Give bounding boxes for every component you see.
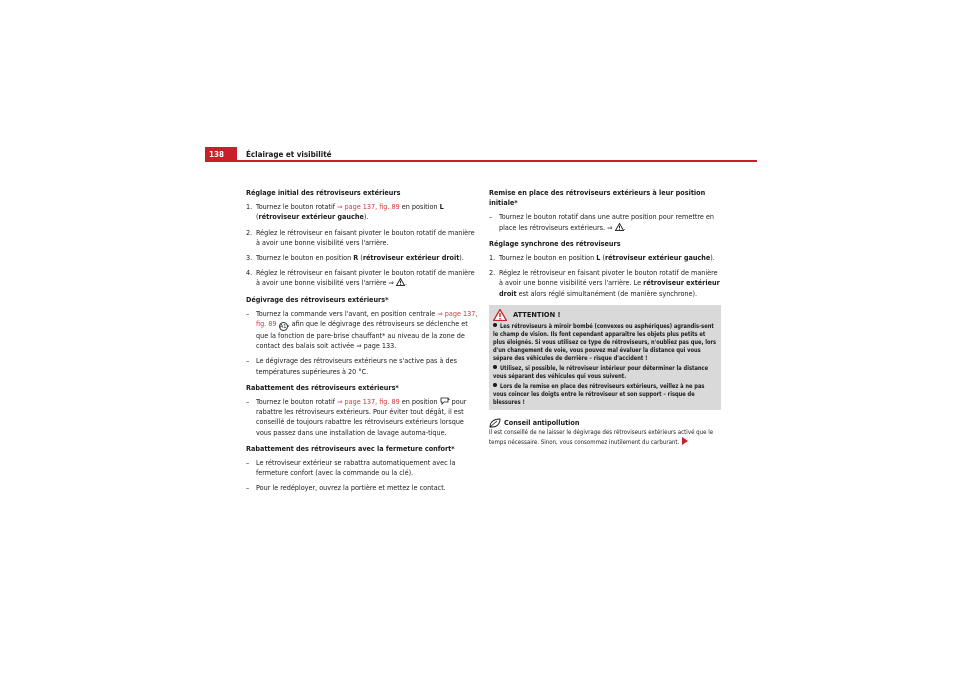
list-item — [246, 268, 478, 288]
section-heading: Rabattement des rétroviseurs extérieurs* — [246, 382, 399, 392]
list-item — [246, 228, 478, 248]
item-bold: rétroviseur extérieur droit — [499, 278, 720, 298]
item-dash: – — [246, 356, 250, 366]
item-dash: – — [246, 308, 250, 318]
page-reference-link[interactable]: ⇒ page 137, fig. 89 — [256, 308, 478, 329]
item-text: Réglez le rétroviseur en faisant pivoter le bouton rotatif de manière à avoir une bonne visibilité vers l'arrière. — [256, 227, 475, 247]
list-item — [246, 202, 478, 222]
warning-item — [493, 323, 717, 363]
section-heading: Remise en place des rétroviseurs extérieurs à leur position initiale* — [489, 188, 706, 208]
item-text: ). — [710, 253, 715, 263]
list-item — [246, 253, 478, 263]
page-reference-link[interactable]: ⇒ page 137, fig. 89 — [337, 202, 400, 212]
item-dash: – — [246, 458, 250, 468]
item-number: 2. — [246, 227, 253, 237]
item-text: , afin que le dégivrage des rétroviseurs se déclenche et que la fonction de pare-brise chauffant* au niveau de la zone de contact des balais soit activée ⇒ page 133. — [256, 319, 468, 351]
item-text: Tournez le bouton rotatif dans une autre position pour remettre en place les rétroviseurs extérieurs. ⇒ — [499, 212, 714, 232]
page-number: 138 — [205, 147, 237, 162]
item-number: 2. — [489, 268, 496, 278]
item-text: en position — [399, 397, 440, 407]
left-column — [246, 188, 478, 499]
leaf-environment-icon — [489, 418, 501, 428]
list-item — [246, 397, 478, 438]
item-dash: – — [246, 397, 250, 407]
warning-title: ATTENTION ! — [513, 309, 561, 319]
item-text: Le rétroviseur extérieur se rabattra automatiquement avec la fermeture confort (avec la commande ou la clé). — [256, 458, 456, 478]
bullet-icon — [493, 323, 497, 327]
list-item — [246, 458, 478, 478]
header-rule — [205, 160, 757, 162]
continue-arrow-icon — [682, 437, 688, 445]
warning-text: Utilisez, si possible, le rétroviseur intérieur pour déterminer la distance vous séparant des véhicules qui vous suivent. — [493, 365, 709, 380]
item-text: ( — [256, 212, 259, 222]
list-item — [246, 356, 478, 376]
item-text: ( — [600, 253, 605, 263]
item-text: Tournez le bouton en position — [256, 253, 354, 263]
item-bold: rétroviseur extérieur gauche — [258, 212, 364, 222]
item-text: est alors réglé simultanément (de manière synchrone). — [516, 288, 698, 298]
item-text: Le dégivrage des rétroviseurs extérieurs ne s'active pas à des températures supérieures à 20 °C. — [256, 356, 457, 376]
item-text: Réglez le rétroviseur en faisant pivoter le bouton rotatif de manière à avoir une bonne visibilité vers l'arrière ⇒ — [256, 268, 475, 288]
warning-triangle-icon — [493, 309, 507, 321]
environment-title: Conseil antipollution — [504, 417, 580, 427]
item-number: 4. — [246, 268, 253, 278]
list-item — [246, 309, 478, 352]
page-reference-link[interactable]: ⇒ page 137, fig. 89 — [337, 397, 400, 407]
item-text: Tournez le bouton en position — [499, 253, 597, 263]
folded-mirror-icon — [440, 397, 450, 405]
section-heading: Dégivrage des rétroviseurs extérieurs* — [246, 294, 389, 304]
warning-triangle-icon[interactable] — [396, 278, 408, 288]
environment-header — [489, 418, 721, 428]
warning-header — [493, 309, 717, 321]
item-text: ( — [358, 253, 363, 263]
list-item — [489, 268, 721, 299]
item-text: Pour le redéployer, ouvrez la portière et mettez le contact. — [256, 483, 446, 493]
item-text: Réglez le rétroviseur en faisant pivoter le bouton rotatif de manière à avoir une bonne visibilité vers l'arrière. Le — [499, 268, 718, 288]
environment-body: Il est conseillé de ne laisser le dégivrage des rétroviseurs extérieurs activé que le temps nécessaire. Sinon, vous consommez inutilement du carburant. — [489, 429, 714, 447]
list-item — [489, 212, 721, 232]
item-text: . — [623, 222, 626, 232]
section-heading: Rabattement des rétroviseurs avec la fermeture confort* — [246, 443, 455, 453]
item-text: en position — [399, 202, 440, 212]
warning-item — [493, 383, 717, 407]
item-text: pour rabattre les rétroviseurs extérieurs. Pour éviter tout dégât, il est conseillé de toujours rabattre les rétroviseurs extérieurs lorsque vous passez dans une installation de lavage automa-tique. — [256, 397, 467, 437]
right-column — [489, 188, 721, 447]
warning-box — [489, 305, 721, 410]
item-bold: R — [353, 253, 359, 263]
item-text: Tournez la commande vers l'avant, en position centrale — [256, 308, 438, 318]
item-dash: – — [246, 483, 250, 493]
section-heading: Réglage synchrone des rétroviseurs — [489, 238, 621, 248]
item-text: ). — [363, 212, 369, 222]
item-dash: – — [489, 212, 493, 222]
item-text: . — [405, 278, 408, 288]
warning-text: Les rétroviseurs à miroir bombé (convexes ou asphériques) agrandis-sent le champ de vision. Ils font cependant apparaître les objets plus petits et plus éloignés. Si vous utilisez ce type de rétroviseurs, n'oubliez pas que, lors d'un changement de voie, vous pouvez mal évaluer la distance qui vous sépare des véhicules de derrière – risque d'accident ! — [493, 323, 717, 362]
warning-text: Lors de la remise en place des rétroviseurs extérieurs, veillez à ne pas vous coincer les doigts entre le rétroviseur et son support – risque de blessures ! — [493, 383, 705, 406]
section-heading: Réglage initial des rétroviseurs extérieurs — [246, 188, 401, 197]
list-item — [489, 253, 721, 263]
item-text: Tournez le bouton rotatif — [256, 202, 338, 212]
warning-item — [493, 365, 717, 381]
bullet-icon — [493, 383, 497, 387]
environment-text — [489, 428, 721, 447]
callout-marker: A1 — [279, 324, 287, 331]
item-text: ). — [459, 253, 464, 263]
item-number: 3. — [246, 253, 253, 263]
item-bold: rétroviseur extérieur gauche — [604, 253, 711, 263]
item-bold: rétroviseur extérieur droit — [362, 253, 460, 263]
bullet-icon — [493, 365, 497, 369]
item-bold: L — [439, 202, 444, 212]
item-bold: L — [596, 253, 601, 263]
list-item — [246, 483, 478, 493]
item-number: 1. — [246, 202, 253, 212]
chapter-title: Éclairage et visibilité — [246, 150, 332, 159]
warning-triangle-icon[interactable] — [615, 223, 624, 231]
item-text: Tournez le bouton rotatif — [256, 397, 338, 407]
item-number: 1. — [489, 253, 496, 263]
